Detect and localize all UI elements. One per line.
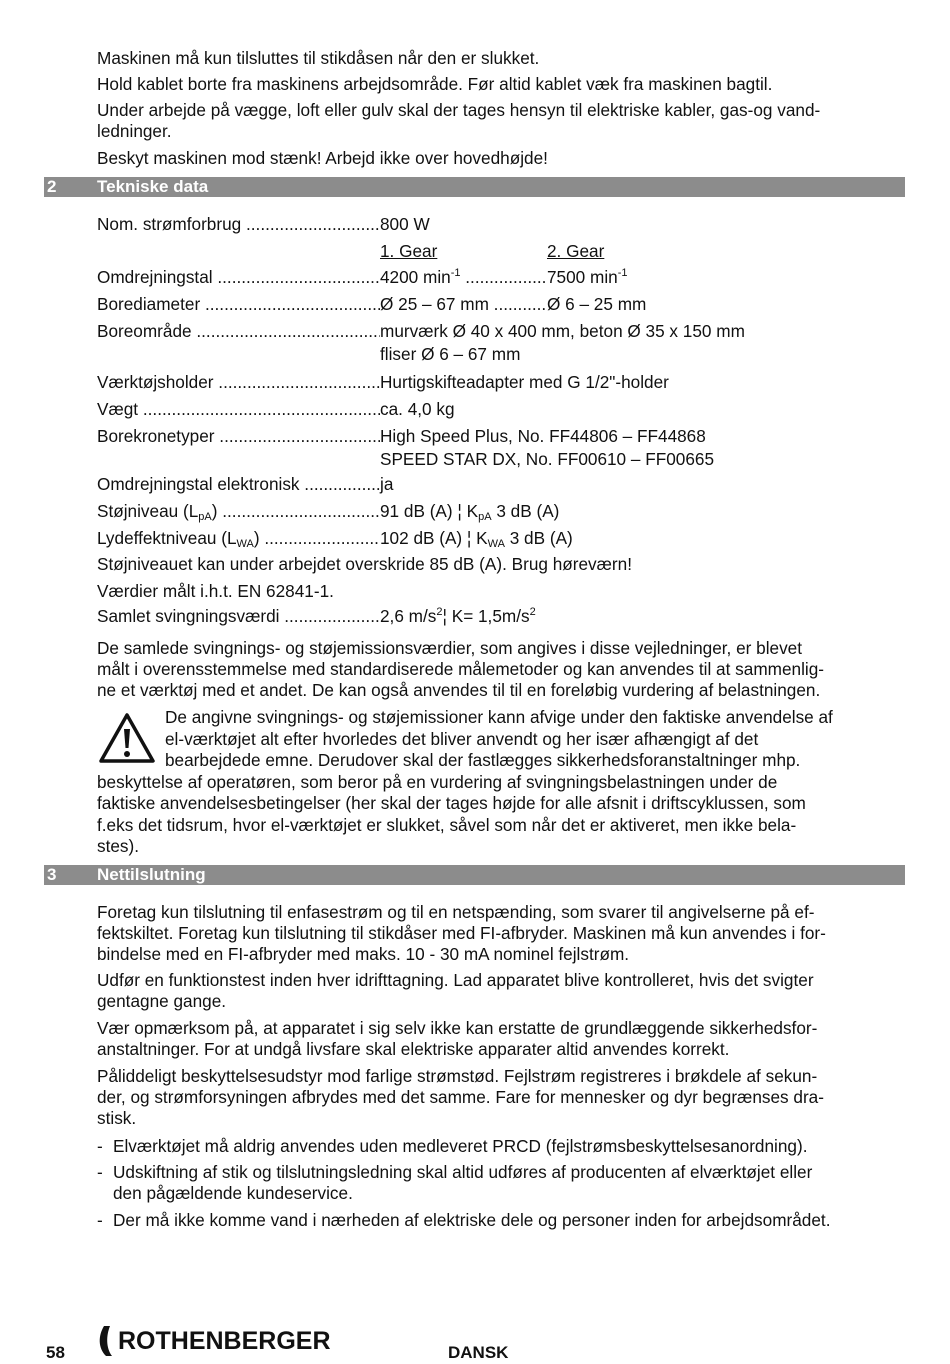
spec-label: Støjniveau $(L_{pA})$ ..... — [97, 501, 380, 523]
spec-value: Hurtigskifteadapter med G 1/2"-holder — [380, 372, 669, 392]
spec-row-tool-holder — [97, 372, 902, 394]
spec-value: 102 dB (A) ¦ $K_{WA}$ 3 dB (A) — [380, 528, 573, 550]
list-item-text: Der må ikke komme vand i nærheden af elektriske dele og personer inden for arbejdsområdet. — [113, 1210, 831, 1230]
spec-value-gear1: 4200 $\min^{-1}$ ..... — [380, 267, 547, 289]
logo-text: ROTHENBERGER — [118, 1327, 331, 1355]
page-number: 58 — [46, 1343, 65, 1362]
spec-row-gears — [97, 241, 902, 263]
warning-line: bearbejdede emne. Derudover skal der fastlægges sikkerhedsforanstaltninger mhp. — [165, 750, 801, 770]
noise-note: Støjniveauet kan under arbejdet overskride 85 dB (A). Brug høreværn! — [97, 554, 632, 574]
paragraph-line: Påliddeligt beskyttelsesudstyr mod farlige strømstød. Fejlstrøm registreres i brøkdele af sekun- — [97, 1066, 818, 1086]
warning-line: stes). — [97, 836, 140, 856]
section-title: Tekniske data — [97, 177, 209, 196]
spec-value: 2,6 $m/s^2¦$ $K= 1,5m/s^2$ — [380, 606, 536, 626]
spec-row-drill-range — [97, 321, 902, 343]
intro-line: Hold kablet borte fra maskinens arbejdsområde. Før altid kablet væk fra maskinen bagtil. — [97, 74, 773, 94]
rothenberger-logo — [96, 1322, 348, 1360]
intro-line: ledninger. — [97, 121, 172, 141]
paragraph-line: fektskiltet. Foretag kun tilslutning til stikdåser med FI-afbryder. Maskinen må kun anvendes i for- — [97, 923, 826, 943]
spec-value: High Speed Plus, No. FF44806 – FF44868 — [380, 426, 706, 446]
emission-line: målt i overensstemmelse med standardiserede målemetoder og kan anvendes til at sammenlig- — [97, 659, 824, 679]
spec-value: SPEED STAR DX, No. FF00610 – FF00665 — [380, 449, 715, 469]
list-dash: - — [97, 1136, 103, 1156]
spec-label: Nom. strømforbrug ..... — [97, 214, 380, 236]
intro-line: Under arbejde på vægge, loft eller gulv skal der tages hensyn til elektriske kabler, gas-og vand- — [97, 100, 821, 120]
paragraph-line: Foretag kun tilslutning til enfasestrøm og til en netspænding, som svarer til angivelserne på ef- — [97, 902, 815, 922]
section-number: 2 — [47, 177, 57, 196]
list-dash: - — [97, 1210, 103, 1230]
paragraph-line: bindelse med en FI-afbryder med maks. 10 - 30 mA nominel fejlstrøm. — [97, 944, 630, 964]
spec-label: Lydeffektniveau $(L_{WA})$ ..... — [97, 528, 380, 550]
warning-line: f.eks det tidsrum, hvor el-værktøjet er slukket, såvel som når det er aktiveret, men ikke bela- — [97, 815, 797, 835]
spec-row-speed — [97, 267, 902, 289]
spec-label: Omdrejningstal elektronisk ..... — [97, 474, 380, 496]
warning-line: el-værktøjet alt efter hvorledes det bliver anvendt og her især afhængigt af det — [165, 729, 759, 749]
list-dash: - — [97, 1162, 103, 1182]
section-header-tekniske-data — [44, 177, 905, 197]
spec-row-electronic-speed — [97, 474, 902, 496]
section-header-nettilslutning — [44, 865, 905, 885]
intro-line: Maskinen må kun tilsluttes til stikdåsen når den er slukket. — [97, 48, 540, 68]
warning-line: beskyttelse af operatøren, som beror på en vurdering af svingningsbelastningen under de — [97, 772, 778, 792]
warning-triangle-icon — [98, 712, 156, 764]
gear-2-heading: 2. Gear — [547, 241, 605, 261]
warning-line: faktiske anvendelsesbetingelser (her skal der tages højde for alle afsnit i driftscyklussen, som — [97, 793, 806, 813]
gear-1-heading: 1. Gear — [380, 241, 438, 261]
spec-value: 800 W — [380, 214, 430, 234]
spec-row-drill-diameter — [97, 294, 902, 316]
spec-value-gear2: Ø 6 – 25 mm — [547, 294, 647, 314]
list-item-text: den pågældende kundeservice. — [113, 1183, 353, 1203]
paragraph-line: Udfør en funktionstest inden hver idrifttagning. Lad apparatet blive kontrolleret, hvis det svigter — [97, 970, 814, 990]
spec-label: Omdrejningstal ..... — [97, 267, 380, 289]
intro-line: Beskyt maskinen mod stænk! Arbejd ikke over hovedhøjde! — [97, 148, 548, 168]
paragraph-line: anstaltninger. For at undgå livsfare skal elektriske apparater altid anvendes korrekt. — [97, 1039, 730, 1059]
language-label: DANSK — [448, 1343, 509, 1362]
paragraph-line: der, og strømforsyningen afbrydes med det samme. Fare for mennesker og dyr begrænses dra- — [97, 1087, 824, 1107]
spec-row-vibration — [97, 606, 902, 628]
spec-row-core-bits-cont — [97, 449, 902, 471]
spec-value: ja — [380, 474, 394, 494]
spec-row-sound-power — [97, 528, 902, 550]
spec-value: murværk Ø 40 x 400 mm, beton Ø 35 x 150 mm — [380, 321, 745, 341]
paragraph-line: Vær opmærksom på, at apparatet i sig selv ikke kan erstatte de grundlæggende sikkerhedsfor- — [97, 1018, 818, 1038]
spec-row-drill-range-cont — [97, 344, 902, 366]
emission-line: De samlede svingnings- og støjemissionsværdier, som angives i disse vejledninger, er blevet — [97, 638, 803, 658]
paragraph-line: gentagne gange. — [97, 991, 227, 1011]
paragraph-line: stisk. — [97, 1108, 137, 1128]
emission-line: ne et værktøj med et andet. De kan også anvendes til til en foreløbig vurdering af belastningen. — [97, 680, 821, 700]
spec-label: Værktøjsholder ..... — [97, 372, 380, 394]
spec-label: Vægt ..... — [97, 399, 380, 421]
spec-label: Boreområde ..... — [97, 321, 380, 343]
spec-label: Borediameter ..... — [97, 294, 380, 316]
measured-note: Værdier målt i.h.t. EN 62841-1. — [97, 581, 334, 601]
list-item-text: Udskiftning af stik og tilslutningsledning skal altid udføres af producenten af elværktøjet eller — [113, 1162, 813, 1182]
spec-row-noise-level — [97, 501, 902, 523]
spec-label: Samlet svingningsværdi ..... — [97, 606, 380, 628]
spec-row-core-bits — [97, 426, 902, 448]
spec-label: Borekronetyper ..... — [97, 426, 380, 448]
spec-row-power — [97, 214, 902, 236]
spec-value: 91 dB (A) ¦ $K_{pA}$ 3 dB (A) — [380, 501, 560, 523]
spec-value-gear1: Ø 25 – 67 mm ..... — [380, 294, 547, 316]
spec-value: ca. 4,0 kg — [380, 399, 455, 419]
section-title: Nettilslutning — [97, 865, 206, 884]
spec-row-weight — [97, 399, 902, 421]
list-item-text: Elværktøjet må aldrig anvendes uden medleveret PRCD (fejlstrømsbeskyttelsesanordning). — [113, 1136, 808, 1156]
warning-line: De angivne svingnings- og støjemissioner kann afvige under den faktiske anvendelse af — [165, 707, 833, 727]
spec-value: fliser Ø 6 – 67 mm — [380, 344, 521, 364]
spec-value-gear2: 7500 $\min^{-1}$ — [547, 267, 628, 287]
section-number: 3 — [47, 865, 57, 884]
